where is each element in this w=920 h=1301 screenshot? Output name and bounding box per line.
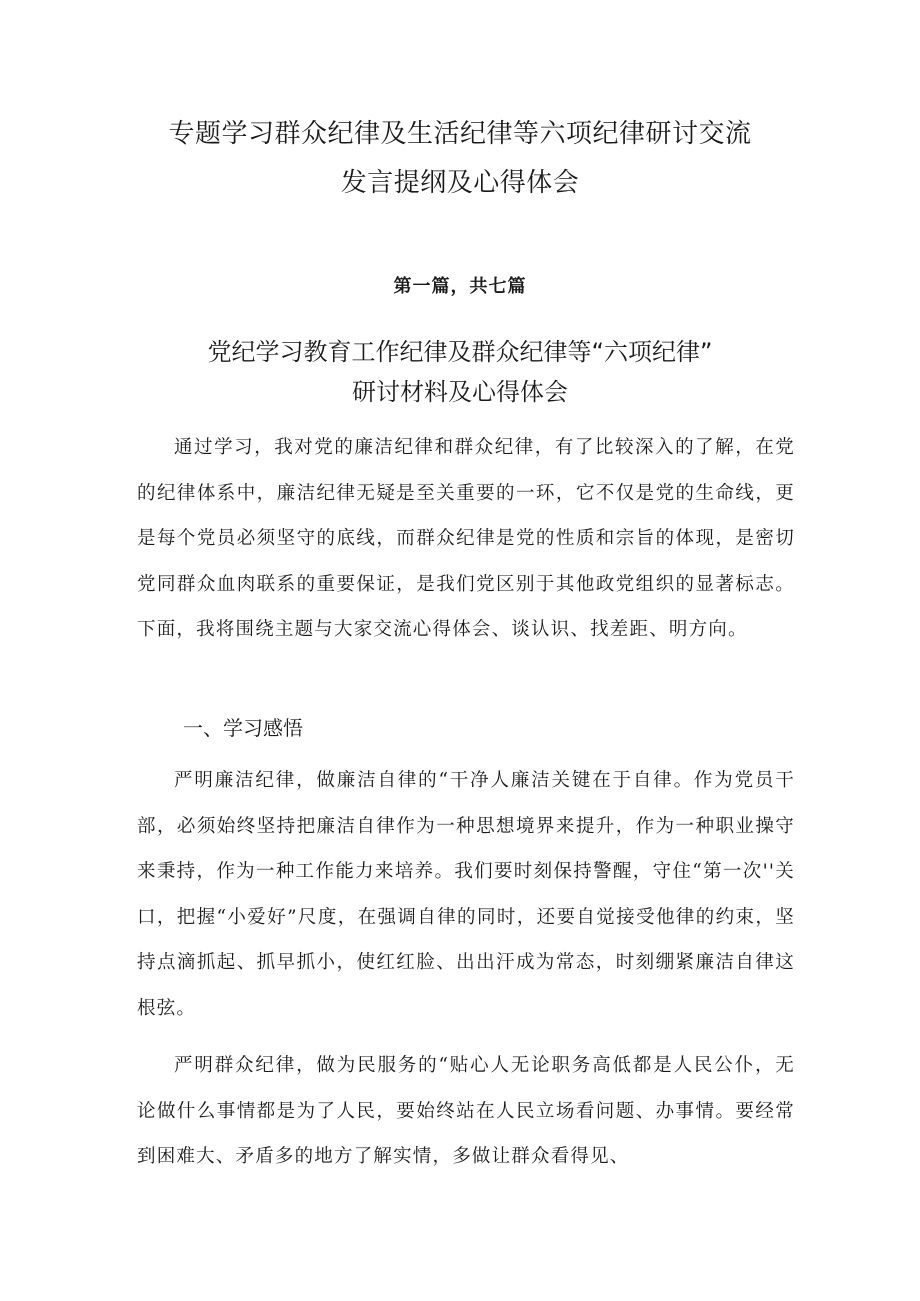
document-title-line-1: 专题学习群众纪律及生活纪律等六项纪律研讨交流 [168, 119, 752, 149]
paragraph-mass-discipline: 严明群众纪律，做为民服务的“贴心人无论职务高低都是人民公仆，无论做什么事情都是为了人民，要始终站在人民立场看问题、办事情。要经常到困难大、矛盾多的地方了解实情，多做让群众看得见、 [137, 1055, 795, 1167]
section-heading: 一、学习感悟 [183, 716, 303, 740]
document-title-line-2: 发言提纲及心得体会 [340, 168, 580, 198]
subtitle-line-2: 研讨材料及心得体会 [352, 378, 568, 406]
paragraph-integrity-discipline: 严明廉洁纪律，做廉洁自律的“干净人廉洁关键在于自律。作为党员干部，必须始终坚持把廉洁自律作为一种思想境界来提升，作为一种职业操守来秉持，作为一种工作能力来培养。我们要时刻保持警醒，守住“第一次''关口，把握“小爱好”尺度，在强调自律的同时，还要自觉接受他律的约束，坚持点滴抓起、抓早抓小，使红红脸、出出汗成为常态，时刻绷紧廉洁自律这根弦。 [137, 770, 795, 1019]
part-label: 第一篇，共七篇 [393, 276, 527, 297]
intro-paragraph: 通过学习，我对党的廉洁纪律和群众纪律，有了比较深入的了解，在党的纪律体系中，廉洁纪律无疑是至关重要的一环，它不仅是党的生命线，更是每个党员必须坚守的底线，而群众纪律是党的性质和宗旨的体现，是密切党同群众血肉联系的重要保证，是我们党区别于其他政党组织的显著标志。下面，我将围绕主题与大家交流心得体会、谈认识、找差距、明方向。 [137, 437, 795, 640]
subtitle-line-1: 党纪学习教育工作纪律及群众纪律等“六项纪律” [207, 338, 713, 366]
